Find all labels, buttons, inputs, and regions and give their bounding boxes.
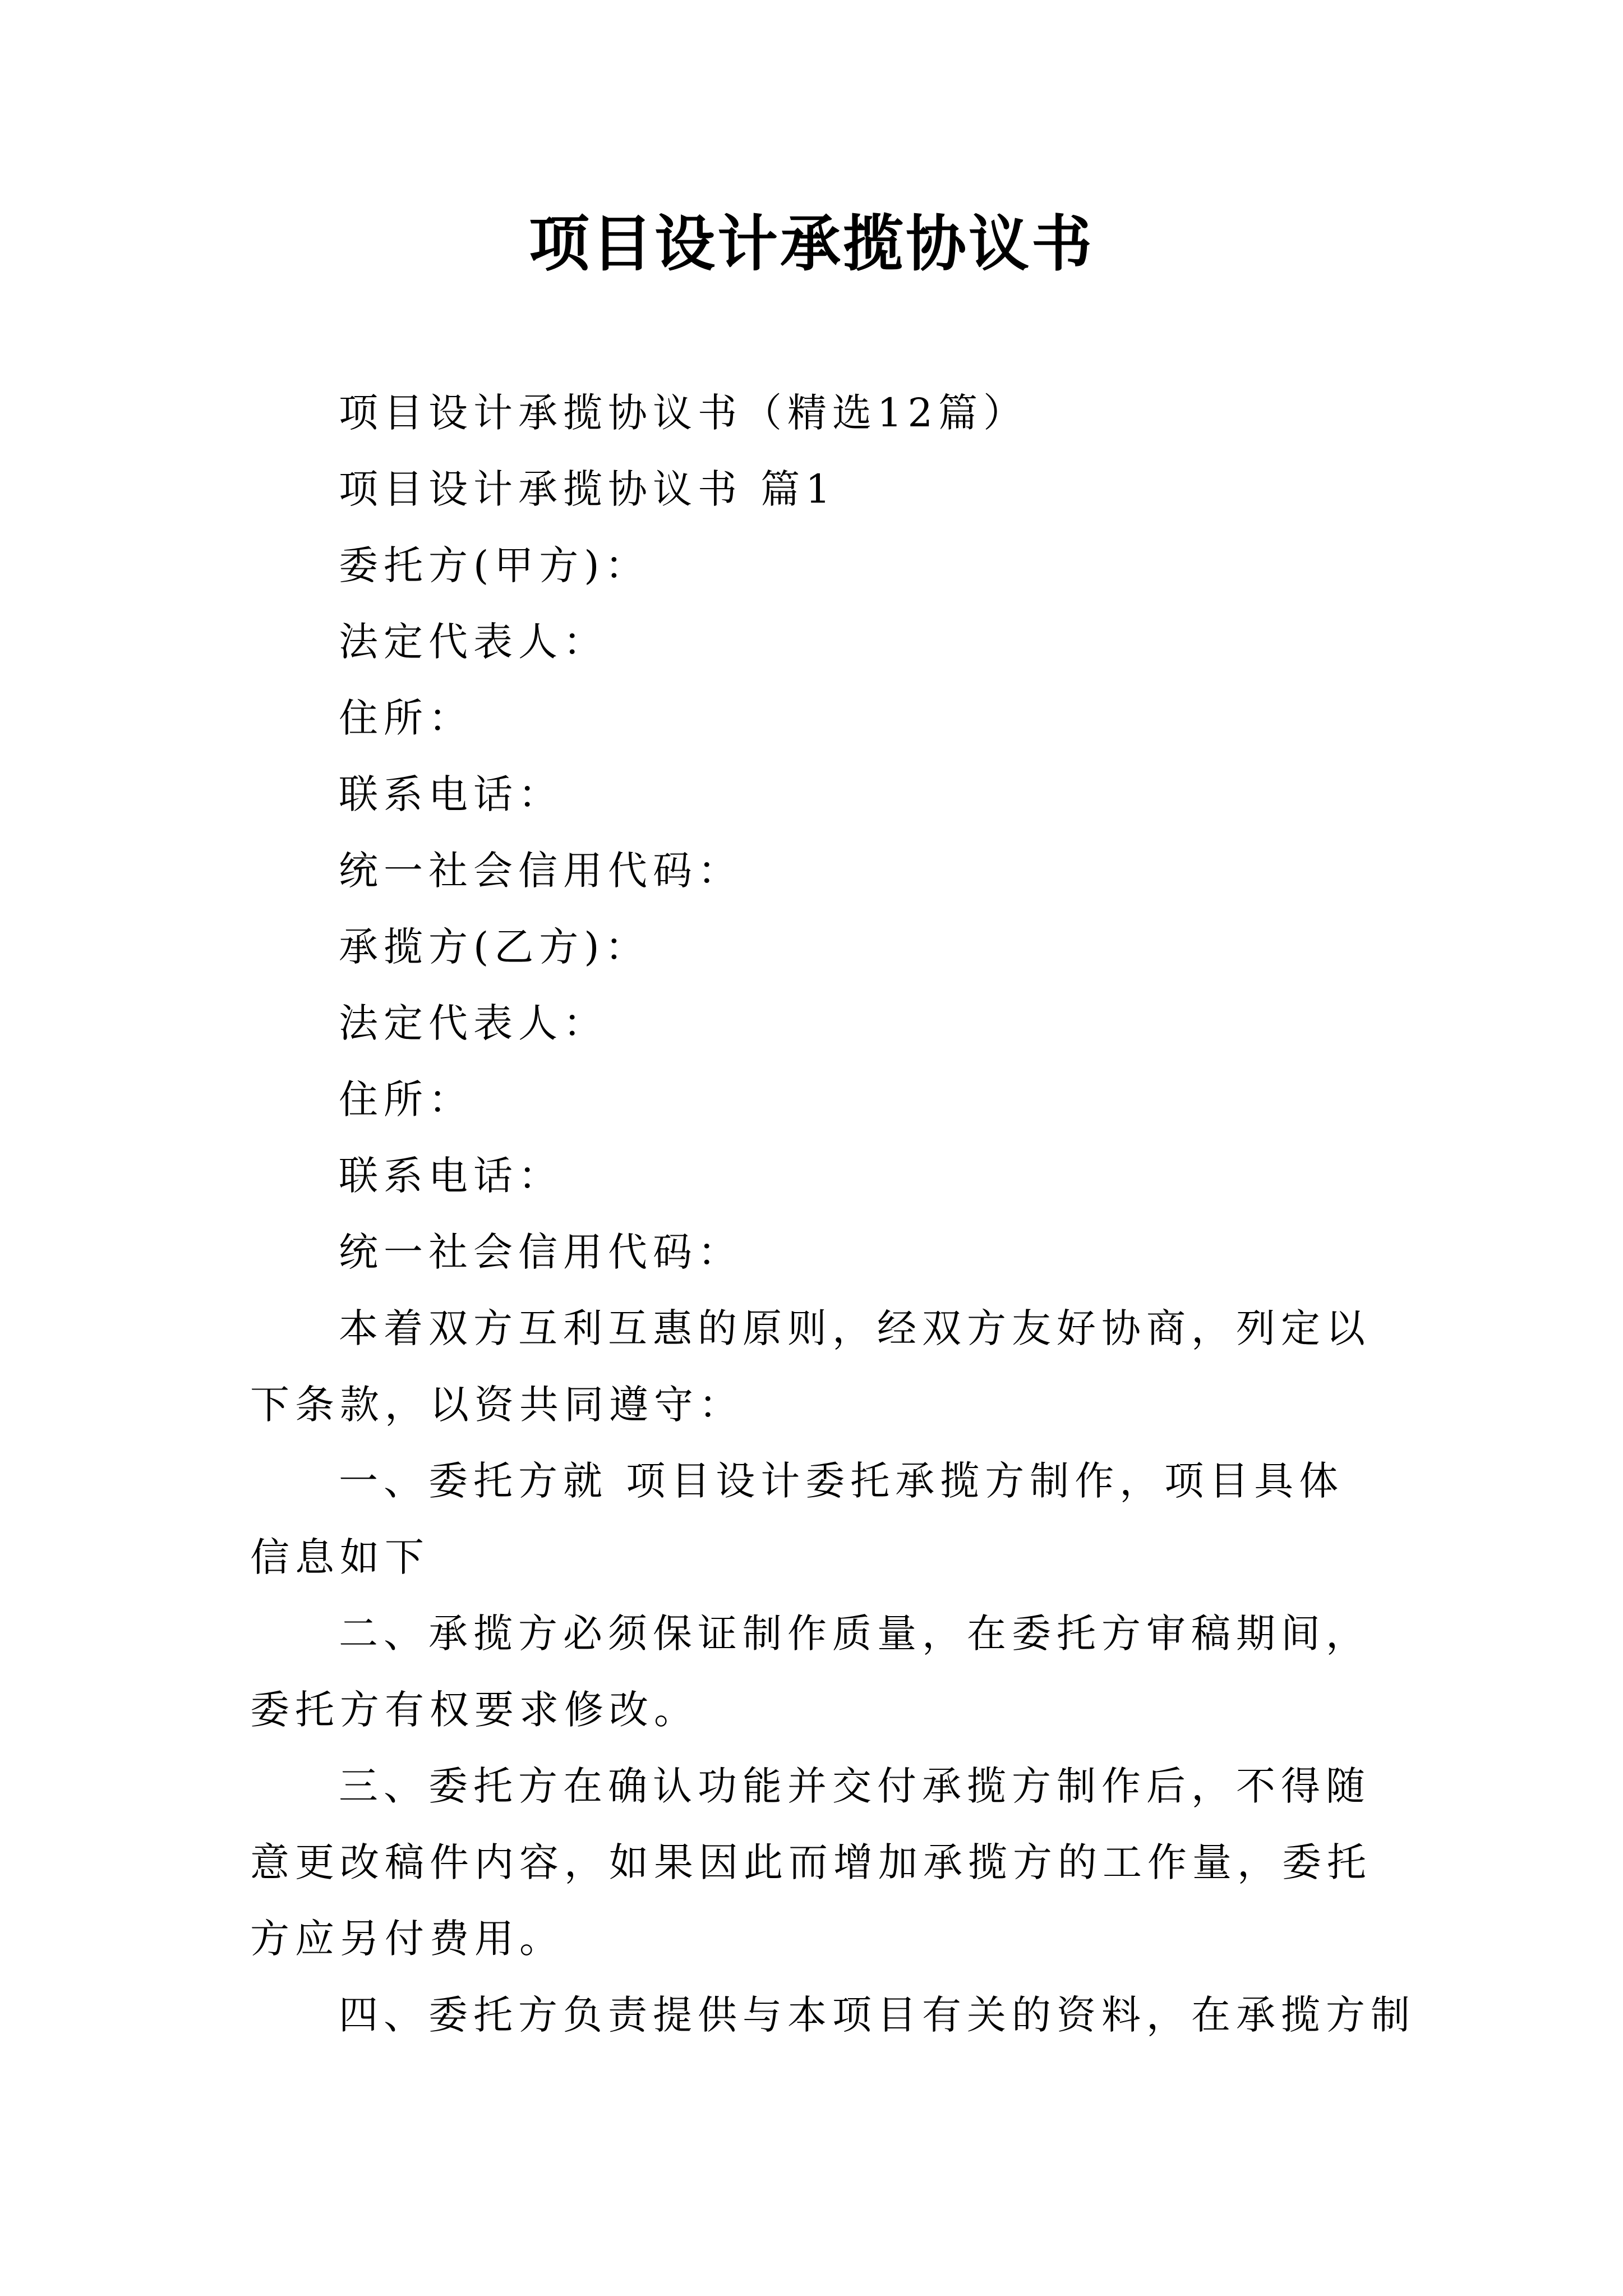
paragraph-party-b-credit-code: 统一社会信用代码： (339, 1229, 743, 1275)
paragraph-preamble: 本着双方互利互惠的原则，经双方友好协商，列定以下条款，以资共同遵守： (250, 1305, 1371, 1428)
paragraph-subtitle: 项目设计承揽协议书（精选12篇） (339, 390, 1029, 436)
paragraph-party-a-address: 住所： (339, 695, 473, 741)
paragraph-clause-2: 二、承揽方必须保证制作质量，在委托方审稿期间，委托方有权要求修改。 (250, 1611, 1371, 1733)
paragraph-clause-1: 一、委托方就 项目设计委托承揽方制作，项目具体信息如下 (250, 1458, 1344, 1580)
paragraph-section-heading: 项目设计承揽协议书 篇1 (339, 466, 836, 512)
paragraph-party-b-phone: 联系电话： (339, 1153, 563, 1199)
paragraph-party-a-representative: 法定代表人： (339, 619, 608, 665)
paragraph-party-b-representative: 法定代表人： (339, 1000, 608, 1046)
paragraph-party-a-credit-code: 统一社会信用代码： (339, 848, 743, 894)
paragraph-party-a: 委托方(甲方)： (339, 542, 650, 588)
paragraph-party-a-phone: 联系电话： (339, 771, 563, 817)
document-body (250, 375, 1415, 2053)
paragraph-party-b-address: 住所： (339, 1076, 473, 1122)
paragraph-clause-4: 四、委托方负责提供与本项目有关的资料，在承揽方制 (339, 1992, 1415, 2038)
document-title: 项目设计承揽协议书 (528, 209, 1094, 279)
paragraph-clause-3: 三、委托方在确认功能并交付承揽方制作后，不得随意更改稿件内容，如果因此而增加承揽方的工作量，委托方应另付费用。 (250, 1763, 1372, 1962)
paragraph-party-b: 承揽方(乙方)： (339, 924, 650, 970)
